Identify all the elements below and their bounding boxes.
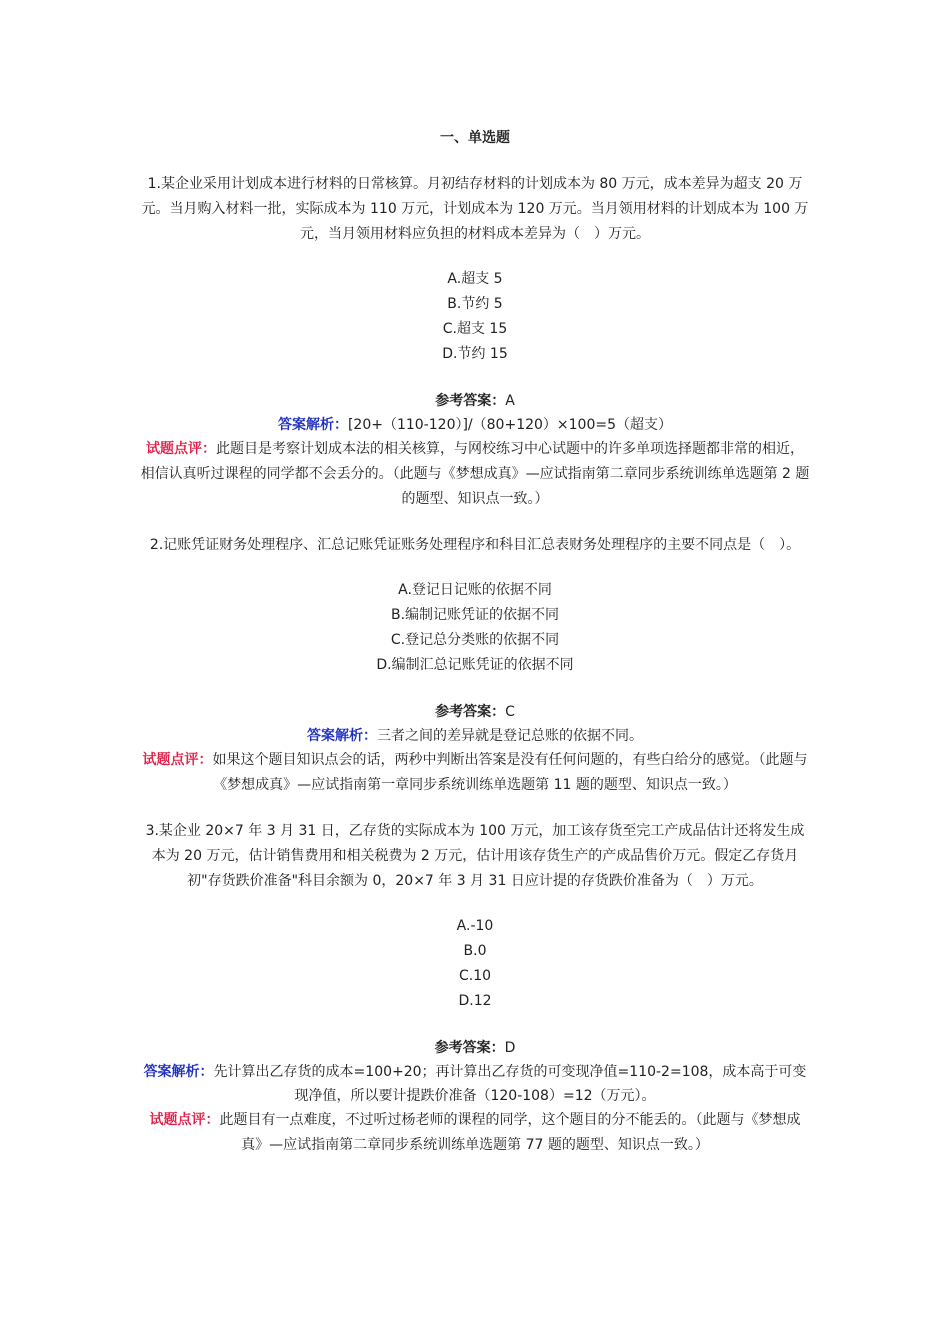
option-2-c: C.登记总分类账的依据不同 [390,632,560,648]
question-block-1 [140,172,810,512]
question-block-3 [140,819,810,1158]
question-stem-3: 3.某企业 20×7 年 3 月 31 日，乙存货的实际成本为 100 万元，加工该存货至完工产成品估计还将发生成本为 20 万元，估计销售费用和相关税费为 2 万元，估计用该存货生产的产成品售价万元。假定乙存货月初"存货跌价准备"科目余额为 0，20×7 年 3 月 31 日应计提的存货跌价准备为（ ）万元。 [145,823,805,889]
analysis-text-2: 三者之间的差异就是登记总账的依据不同。 [377,728,643,744]
option-3-c: C.10 [458,968,492,984]
option-list-3 [140,914,810,1014]
option-2-a: A.登记日记账的依据不同 [398,582,552,598]
reference-answer-3 [140,1036,810,1060]
analysis-text-1: [20+（110-120）]/（80+120）×100=5（超支） [347,417,673,433]
option-list-1 [140,267,810,367]
answer-value-2: C [505,704,515,720]
question-comment-3 [140,1108,810,1158]
section-title: 一、单选题 [440,130,510,146]
option-3-a: A.-10 [456,918,494,934]
comment-text-2: 如果这个题目知识点会的话，两秒中判断出答案是没有任何问题的，有些白给分的感觉。（此题与《梦想成真》—应试指南第一章同步系统训练单选题第 11 题的题型、知识点一致。） [212,752,808,793]
answer-analysis-1 [140,413,810,437]
document-page [140,126,810,1179]
option-list-2 [140,578,810,678]
answer-label-1: 参考答案： [435,393,506,409]
comment-text-3: 此题目有一点难度，不过听过杨老师的课程的同学，这个题目的分不能丢的。（此题与《梦想成真》—应试指南第二章同步系统训练单选题第 77 题的题型、知识点一致。） [219,1112,801,1153]
comment-label-1: 试题点评： [146,441,216,457]
option-3-b: B.0 [463,943,487,959]
reference-answer-2 [140,700,810,724]
comment-label-3: 试题点评： [149,1112,220,1128]
option-2-b: B.编制记账凭证的依据不同 [390,607,560,623]
question-stem-1: 1.某企业采用计划成本进行材料的日常核算。月初结存材料的计划成本为 80 万元，成本差异为超支 20 万元。当月购入材料一批，实际成本为 110 万元，计划成本为 120 万元。当月领用材料的计划成本为 100 万元，当月领用材料应负担的材料成本差异为（ ）万元。 [141,176,809,242]
comment-label-2: 试题点评： [142,752,213,768]
answer-label-3: 参考答案： [434,1040,505,1056]
reference-answer-1 [140,389,810,413]
comment-text-1: 此题目是考察计划成本法的相关核算，与网校练习中心试题中的许多单项选择题都非常的相近，相信认真听过课程的同学都不会丢分的。（此题与《梦想成真》—应试指南第二章同步系统训练单选题第 2 题的题型、知识点一致。） [140,441,810,507]
option-3-d: D.12 [458,993,492,1009]
option-1-d: D.节约 15 [442,346,508,362]
answer-value-1: A [505,393,515,409]
answer-label-2: 参考答案： [435,704,506,720]
option-2-d: D.编制汇总记账凭证的依据不同 [376,657,574,673]
analysis-text-3: 先计算出乙存货的成本=100+20；再计算出乙存货的可变现净值=110-2=108，成本高于可变现净值，所以要计提跌价准备（120-108）=12（万元）。 [213,1064,807,1104]
question-comment-2 [140,748,810,798]
question-comment-1 [140,437,810,512]
question-block-2 [140,533,810,798]
question-stem-2: 2.记账凭证财务处理程序、汇总记账凭证账务处理程序和科目汇总表财务处理程序的主要不同点是（ ）。 [149,537,801,553]
option-1-a: A.超支 5 [447,271,503,287]
answer-analysis-2 [140,724,810,748]
option-1-b: B.节约 5 [447,296,503,312]
analysis-label-3: 答案解析： [143,1064,214,1080]
answer-analysis-3 [140,1060,810,1108]
analysis-label-2: 答案解析： [307,728,377,744]
option-1-c: C.超支 15 [442,321,508,337]
answer-value-3: D [504,1040,516,1056]
analysis-label-1: 答案解析： [277,417,348,433]
